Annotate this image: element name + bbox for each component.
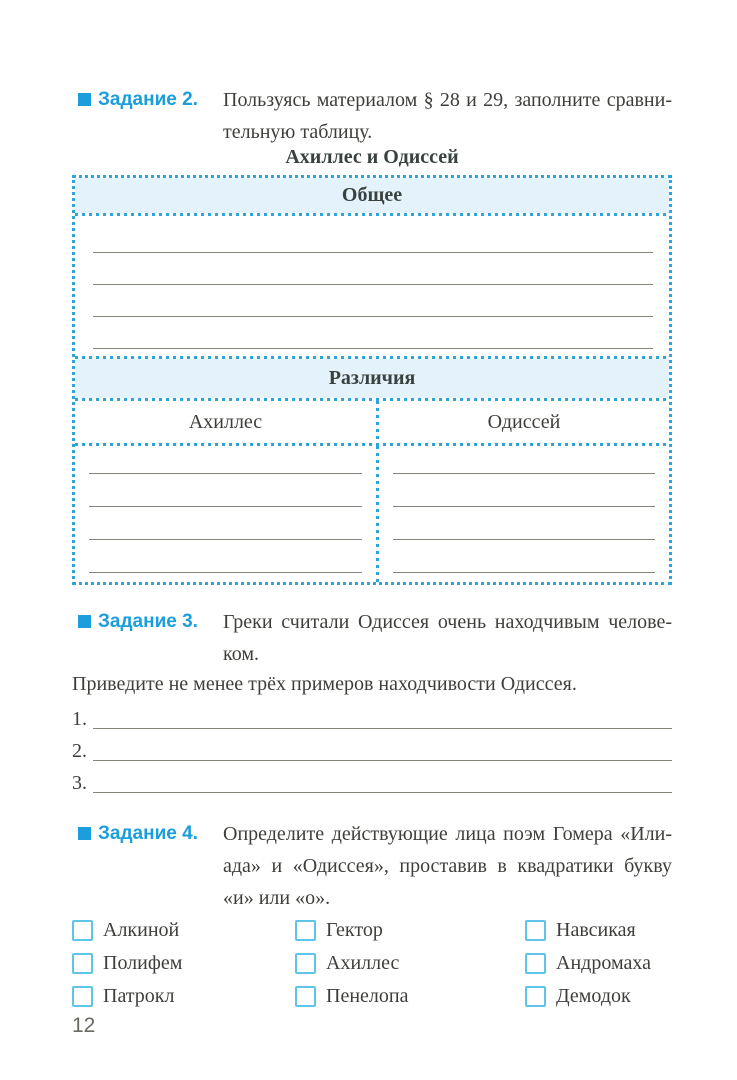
characters-column-1 <box>72 914 295 1013</box>
task4-header <box>72 818 223 914</box>
checkbox-gektor[interactable] <box>295 920 316 941</box>
character-label: Андромаха <box>556 952 651 974</box>
character-label: Полифем <box>103 952 183 974</box>
task4-text <box>223 818 672 914</box>
task-bullet-icon <box>78 827 91 840</box>
characters-checkbox-grid <box>72 914 672 1013</box>
writing-line[interactable] <box>93 792 672 793</box>
character-item <box>72 947 295 980</box>
task4-text-line3: «и» или «о». <box>223 887 331 909</box>
table-differences-header: Различия <box>75 359 669 398</box>
writing-line[interactable] <box>89 572 362 573</box>
writing-line[interactable] <box>393 539 655 540</box>
task3-answer-lines <box>72 700 672 796</box>
character-item <box>72 980 295 1013</box>
task2-text-line1: Пользуясь материалом § 28 и 29, заполните сравни- <box>223 89 672 111</box>
task2-text-line2: тельную таблицу. <box>223 121 373 143</box>
task3-prompt: Приведите не менее трёх примеров находчивости Одиссея. <box>72 673 577 695</box>
character-item <box>295 947 525 980</box>
task-bullet-icon <box>78 93 91 106</box>
task3-label: Задание 3. <box>98 611 198 632</box>
table-column-headers <box>75 401 669 443</box>
answer-row-3 <box>72 764 672 796</box>
table-title: Ахиллес и Одиссей <box>285 146 459 168</box>
task3-block <box>72 606 672 670</box>
task2-block <box>72 84 672 148</box>
task4-block <box>72 818 672 914</box>
character-label: Алкиной <box>103 919 180 941</box>
answer-number: 1. <box>72 708 87 730</box>
writing-line[interactable] <box>93 252 653 253</box>
character-item <box>295 980 525 1013</box>
writing-line[interactable] <box>93 760 672 761</box>
task3-header <box>72 606 223 670</box>
checkbox-penelopa[interactable] <box>295 986 316 1007</box>
character-label: Пенелопа <box>326 985 409 1007</box>
character-label: Навсикая <box>556 919 636 941</box>
writing-line[interactable] <box>89 539 362 540</box>
answer-number: 3. <box>72 772 87 794</box>
answer-number: 2. <box>72 740 87 762</box>
task4-text-line2: ада» и «Одиссея», проставив в квадратики букву <box>223 855 672 877</box>
checkbox-patrokl[interactable] <box>72 986 93 1007</box>
writing-line[interactable] <box>393 473 655 474</box>
checkbox-polifem[interactable] <box>72 953 93 974</box>
checkbox-navsikaya[interactable] <box>525 920 546 941</box>
character-item <box>525 914 672 947</box>
character-item <box>525 947 672 980</box>
character-item <box>72 914 295 947</box>
character-item <box>295 914 525 947</box>
writing-line[interactable] <box>93 316 653 317</box>
character-item <box>525 980 672 1013</box>
writing-line[interactable] <box>93 728 672 729</box>
task-bullet-icon <box>78 615 91 628</box>
writing-line[interactable] <box>89 473 362 474</box>
answer-row-1 <box>72 700 672 732</box>
task2-header <box>72 84 223 148</box>
writing-line[interactable] <box>393 572 655 573</box>
characters-column-3 <box>525 914 672 1013</box>
writing-line[interactable] <box>393 506 655 507</box>
characters-column-2 <box>295 914 525 1013</box>
comparison-table <box>72 175 672 585</box>
checkbox-alkinoy[interactable] <box>72 920 93 941</box>
achilles-column-cell <box>75 446 376 582</box>
character-label: Демодок <box>556 985 631 1007</box>
task4-label: Задание 4. <box>98 823 198 844</box>
character-label: Гектор <box>326 919 383 941</box>
task3-text <box>223 606 672 670</box>
task3-text-line2: ком. <box>223 643 259 665</box>
task2-label: Задание 2. <box>98 89 198 110</box>
writing-line[interactable] <box>89 506 362 507</box>
writing-line[interactable] <box>93 284 653 285</box>
character-label: Патрокл <box>103 985 175 1007</box>
column-header-achilles: Ахиллес <box>188 411 263 433</box>
answer-row-2 <box>72 732 672 764</box>
checkbox-andromakha[interactable] <box>525 953 546 974</box>
odysseus-column-cell <box>379 446 669 582</box>
table-columns-body <box>75 446 669 582</box>
task2-text <box>223 84 672 148</box>
checkbox-akhilles[interactable] <box>295 953 316 974</box>
table-common-section <box>75 216 669 356</box>
task4-text-line1: Определите действующие лица поэм Гомера «Или- <box>223 823 672 845</box>
page-number: 12 <box>72 1014 96 1037</box>
task3-text-line1: Греки считали Одиссея очень находчивым челове- <box>223 611 672 633</box>
writing-line[interactable] <box>93 348 653 349</box>
table-common-header: Общее <box>75 178 669 213</box>
checkbox-demodok[interactable] <box>525 986 546 1007</box>
character-label: Ахиллес <box>326 952 400 974</box>
column-header-odysseus: Одиссей <box>487 411 561 433</box>
